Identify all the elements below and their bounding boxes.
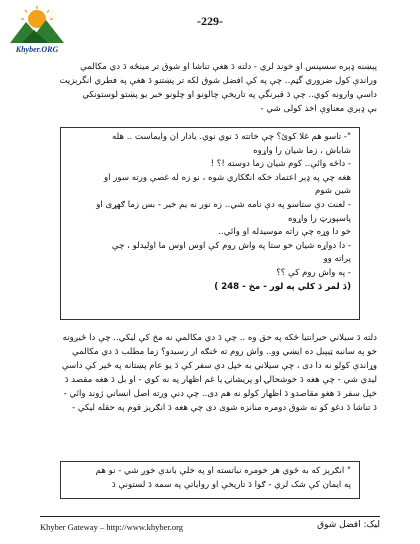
text-line: داسې وارونه کوي.. چې دَ قبرنگې په تاريخې چالونو او چلونو خبر يو پښتو لوستونکي xyxy=(82,90,377,100)
quote-line: شين شوم xyxy=(314,186,351,197)
text-line: دَ تناشا دَ دغو کو نه شوق دومره منانزه شوی دی چې هغه دَ انګرېز قوم په حقله ليکي - xyxy=(72,403,377,413)
quote-line: " انګرېز که به څوي هر خومره نباتسته او په خلې باندې خوږ شي - نو هم xyxy=(95,466,351,476)
logo-text: Khyber.ORG xyxy=(15,45,59,54)
quote-line: پراته وو xyxy=(323,254,351,265)
dialogue-quote-box xyxy=(60,127,360,320)
text-line: پېښنه ډېره سسپنس او خوند لري - دلته دَ هغې تناشا او شوق تر مينځه دَ دي مکالمې xyxy=(80,62,377,72)
text-line: خپل سفر دَ هغو مقاصدو دَ اظهار کولو نه هم دی.. چې دنې ورته اصل انساني ژوند وائي - xyxy=(63,389,377,399)
quote-line: - په واش روم کې ؟؟ xyxy=(276,267,351,278)
text-line: وړاندې کولو نه دا دی ، چې سيلاني به خپل دې سفر کې دَ يو عام پښتانه په څېر کې داسې xyxy=(61,361,377,371)
text-line: بې ډېرې معناوې اخذ کولی شي - xyxy=(260,104,377,114)
quote-line: پاسپورټ را واړوه xyxy=(288,213,351,224)
quote-line: په ايمان کې شک لري - ګوا دَ تاريخې او رواياتې په سمه دَ لستونې دَ xyxy=(111,479,351,490)
page-number: -229- xyxy=(197,14,223,28)
quote-line: - لعنت دې ستاسو په دې نامه شي.. زه نور نه يم خير - بس زما ګهړی او xyxy=(96,199,351,210)
text-line: خو په سانبه ټيپبل ده ايښي وو.. واش روم ته ځنګه ار رسيدو؟ زما مطلب دَ دي مکالمې xyxy=(72,347,377,357)
text-line: دلته دَ سيلاني حيرانتيا څکه په حق وه .. چې دَ دي مکالمې نه مخ کې ليکي.. چې دا ځيږونه xyxy=(62,333,377,343)
quote-line: - دا دواړه شيان خو ستا په واش روم کې اوس اوس ما اوليدلو ، چې xyxy=(111,240,351,251)
commentary-paragraph xyxy=(43,331,377,415)
quote-line: خو دا وړه چې راته موسيدله او وائي.. xyxy=(218,227,351,238)
quote-citation: (دَ لمر دَ کلي په لور - مخ - 248 ) xyxy=(214,281,351,292)
quote-line: هغه چې په ډېر اعتماد خکه انګکاري شوه ، نو زه له غصې ورته سور او xyxy=(103,172,351,183)
text-line: وراندې کول ضروري گڼم.. چې په کې افضل شوق لکه تر پښتنو دَ هغې په فطري انگرېزيت xyxy=(59,76,377,86)
quote-line: شاباش ، زما شيان را واړوه xyxy=(253,145,351,156)
intro-paragraph xyxy=(43,60,377,116)
quote-line: "- تاسو هم غلا کوئ؟ چې خاتته دَ نوي نوي. يادار ان وايماست .. هله xyxy=(112,132,351,142)
footer-author: ليک: افضل شوق xyxy=(317,520,380,530)
quote-line: - داڅه وائې.. کوم شيان زما دوسته !؟ ! xyxy=(210,159,351,170)
footer-source-link[interactable]: Khyber Gateway – http://www.khyber.org xyxy=(40,522,184,532)
second-quote-box xyxy=(60,461,360,499)
text-line: ليدي شي - چې هغه دَ خوشحالۍ او پريشانۍ يا غم اظهار په نه کوي - او بل دَ هغه مقصد دَ xyxy=(64,375,377,385)
footer-divider xyxy=(40,516,380,517)
